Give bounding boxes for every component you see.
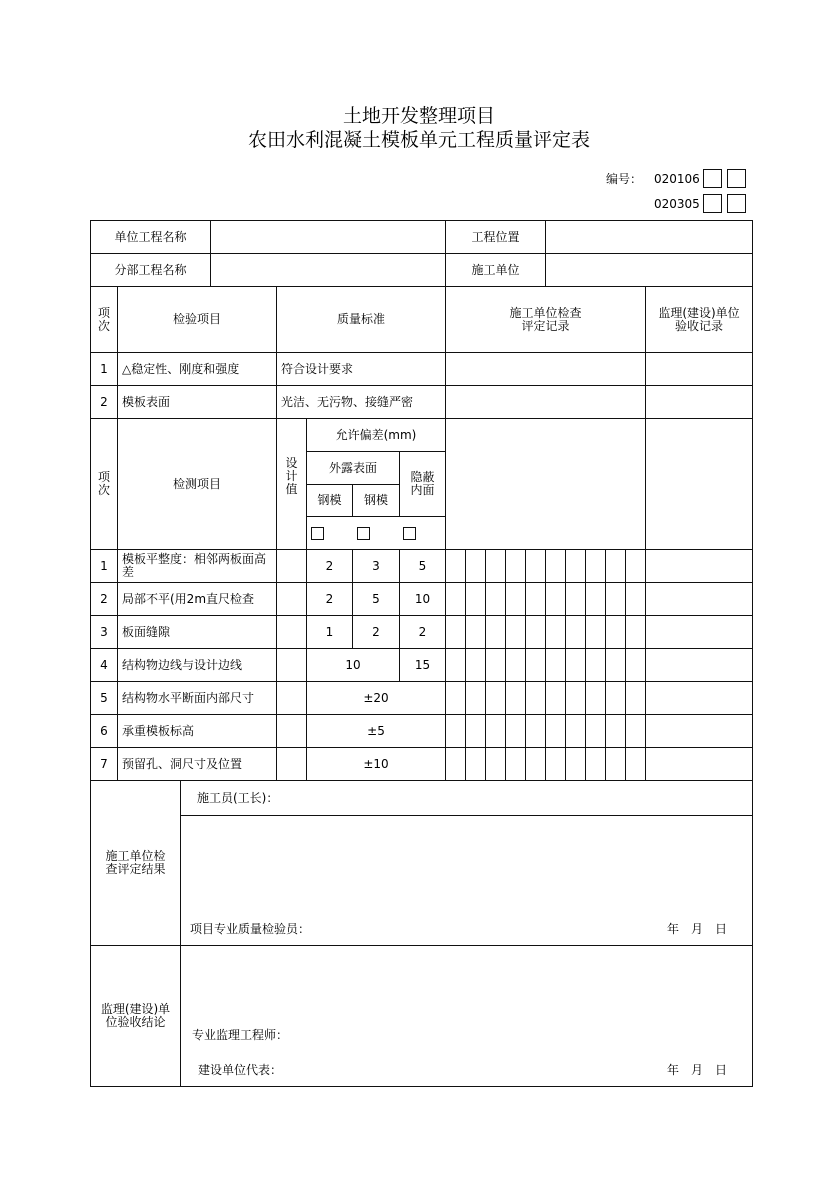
measured-value-cell[interactable] [585,549,606,583]
supervisor-conclusion-label: 监理(建设)单位验收结论 [90,945,181,1087]
code-box[interactable] [703,169,722,188]
measured-value-cell[interactable] [605,681,626,715]
measured-value-cell[interactable] [525,582,546,616]
measured-value-cell[interactable] [505,615,526,649]
unit-project-name-label: 单位工程名称 [90,220,211,254]
deviation-steel-2: 3 [352,549,400,583]
deviation-steel-1: 2 [306,582,353,616]
measure-row-no: 5 [90,681,118,715]
deviation-steel-2: 5 [352,582,400,616]
allowed-deviation-header: 允许偏差(mm) [306,418,446,452]
checkbox-steel-2[interactable] [357,527,370,540]
measured-value-cell[interactable] [625,747,646,781]
checkbox-steel-1[interactable] [311,527,324,540]
design-value-cell[interactable] [276,747,307,781]
measured-value-cell[interactable] [565,549,586,583]
measured-value-cell[interactable] [605,615,626,649]
code-box[interactable] [703,194,722,213]
measured-value-cell[interactable] [465,648,486,682]
engineer-label: 专业监理工程师： [192,1028,289,1042]
measured-value-cell[interactable] [605,648,626,682]
measured-value-cell[interactable] [625,648,646,682]
measured-value-cell[interactable] [545,582,566,616]
inspection-row-item: △稳定性、刚度和强度 [117,352,277,386]
measure-row-no: 4 [90,648,118,682]
title-line2: 农田水利混凝土模板单元工程质量评定表 [247,129,590,151]
record-header-blank [445,418,646,550]
measured-value-cell[interactable] [465,681,486,715]
title-line1: 土地开发整理项目 [342,105,495,127]
design-value-cell[interactable] [276,582,307,616]
supervisor-record-cell[interactable] [645,747,753,781]
measure-row-item: 结构物水平断面内部尺寸 [117,681,277,715]
measured-value-cell[interactable] [505,714,526,748]
measured-value-cell[interactable] [505,549,526,583]
contractor-result-label: 施工单位检查评定结果 [90,780,181,946]
inspection-row-no: 1 [90,352,118,386]
supervisor-record-cell[interactable] [645,714,753,748]
deviation-hidden: 10 [399,582,446,616]
measured-value-cell[interactable] [525,747,546,781]
measured-value-cell[interactable] [525,549,546,583]
inspection-row-record[interactable] [445,385,646,419]
measured-value-cell[interactable] [605,747,626,781]
inspection-row-supervisor[interactable] [645,352,753,386]
measure-row-no: 2 [90,582,118,616]
result-date: 年 月 日 [667,922,728,936]
measure-item-header: 检测项目 [117,418,277,550]
code-1: 020106 [654,172,700,186]
code-2: 020305 [654,197,700,211]
measured-value-cell[interactable] [465,615,486,649]
seq-header: 项次 [90,286,118,353]
inspector-label: 项目专业质量检验员： [190,922,311,936]
exposed-surface-header: 外露表面 [306,451,400,485]
supervisor-record-cell[interactable] [645,615,753,649]
measured-value-cell[interactable] [625,681,646,715]
hidden-surface-header: 隐蔽内面 [399,451,446,517]
measured-value-cell[interactable] [585,681,606,715]
sub-project-name-field[interactable] [210,253,446,287]
measure-row-item: 局部不平(用2m直尺检查 [117,582,277,616]
code-label: 编号： [606,172,643,186]
measured-value-cell[interactable] [505,648,526,682]
measured-value-cell[interactable] [445,648,466,682]
seq-header: 项次 [90,418,118,550]
supervisor-record-cell[interactable] [645,681,753,715]
conclusion-date: 年 月 日 [667,1063,728,1077]
measured-value-cell[interactable] [565,747,586,781]
supervisor-record-cell[interactable] [645,648,753,682]
measured-value-cell[interactable] [445,615,466,649]
measured-value-cell[interactable] [525,681,546,715]
measured-value-cell[interactable] [625,615,646,649]
measured-value-cell[interactable] [545,615,566,649]
measured-value-cell[interactable] [445,747,466,781]
unit-project-name-field[interactable] [210,220,446,254]
deviation-steel-1: 2 [306,549,353,583]
measured-value-cell[interactable] [445,549,466,583]
design-value-cell[interactable] [276,681,307,715]
measured-value-cell[interactable] [605,549,626,583]
measured-value-cell[interactable] [485,549,506,583]
inspection-row-supervisor[interactable] [645,385,753,419]
measured-value-cell[interactable] [605,582,626,616]
measured-value-cell[interactable] [505,747,526,781]
measured-value-cell[interactable] [545,681,566,715]
inspection-row-item: 模板表面 [117,385,277,419]
measure-row-item: 模板平整度：相邻两板面高差 [117,549,277,583]
measured-value-cell[interactable] [525,714,546,748]
measure-row-item: 承重模板标高 [117,714,277,748]
measure-row-item: 预留孔、洞尺寸及位置 [117,747,277,781]
deviation-all: ±5 [306,714,446,748]
measured-value-cell[interactable] [585,615,606,649]
design-value-cell[interactable] [276,648,307,682]
foreman-label: 施工员(工长)： [197,790,279,805]
measured-value-cell[interactable] [465,549,486,583]
inspection-row-record[interactable] [445,352,646,386]
code-box[interactable] [727,194,746,213]
measured-value-cell[interactable] [545,648,566,682]
supervisor-record-header: 监理(建设)单位验收记录 [645,286,753,353]
measured-value-cell[interactable] [505,582,526,616]
measured-value-cell[interactable] [545,714,566,748]
deviation-hidden: 15 [399,648,446,682]
measured-value-cell[interactable] [565,648,586,682]
measured-value-cell[interactable] [525,615,546,649]
location-label: 工程位置 [445,220,546,254]
construction-unit-label: 施工单位 [445,253,546,287]
foreman-field[interactable] [180,780,753,816]
measured-value-cell[interactable] [585,648,606,682]
measured-value-cell[interactable] [485,681,506,715]
supervisor-record-cell[interactable] [645,549,753,583]
measured-value-cell[interactable] [465,747,486,781]
measure-row-no: 3 [90,615,118,649]
measure-row-no: 6 [90,714,118,748]
measured-value-cell[interactable] [585,582,606,616]
deviation-all: ±20 [306,681,446,715]
measured-value-cell[interactable] [565,582,586,616]
measure-row-item: 结构物边线与设计边线 [117,648,277,682]
measured-value-cell[interactable] [485,714,506,748]
steel-form-header: 钢模 [352,484,400,517]
owner-rep-label: 建设单位代表： [198,1063,283,1077]
measured-value-cell[interactable] [625,549,646,583]
inspection-item-header: 检验项目 [117,286,277,353]
measured-value-cell[interactable] [485,582,506,616]
deviation-hidden: 2 [399,615,446,649]
measured-value-cell[interactable] [525,648,546,682]
inspection-row-no: 2 [90,385,118,419]
measured-value-cell[interactable] [545,549,566,583]
construction-unit-field[interactable] [545,253,753,287]
inspection-row-standard: 符合设计要求 [276,352,446,386]
supervisor-header-blank [645,418,753,550]
sub-project-name-label: 分部工程名称 [90,253,211,287]
contractor-record-header: 施工单位检查评定记录 [445,286,646,353]
measured-value-cell[interactable] [485,747,506,781]
measure-row-no: 1 [90,549,118,583]
design-value-cell[interactable] [276,714,307,748]
code-box[interactable] [727,169,746,188]
measured-value-cell[interactable] [445,681,466,715]
measured-value-cell[interactable] [485,648,506,682]
steel-form-header: 钢模 [306,484,353,517]
measured-value-cell[interactable] [505,681,526,715]
measured-value-cell[interactable] [605,714,626,748]
measured-value-cell[interactable] [485,615,506,649]
deviation-steel-1: 1 [306,615,353,649]
inspection-row-standard: 光洁、无污物、接缝严密 [276,385,446,419]
measured-value-cell[interactable] [465,582,486,616]
supervisor-record-cell[interactable] [645,582,753,616]
deviation-hidden: 5 [399,549,446,583]
checkbox-row [306,516,446,550]
design-value-cell[interactable] [276,549,307,583]
location-field[interactable] [545,220,753,254]
measured-value-cell[interactable] [445,582,466,616]
design-value-header: 设计值 [276,418,307,550]
quality-standard-header: 质量标准 [276,286,446,353]
measured-value-cell[interactable] [585,714,606,748]
design-value-cell[interactable] [276,615,307,649]
measured-value-cell[interactable] [465,714,486,748]
measured-value-cell[interactable] [625,582,646,616]
measured-value-cell[interactable] [445,714,466,748]
measured-value-cell[interactable] [565,681,586,715]
measure-row-no: 7 [90,747,118,781]
measure-row-item: 板面缝隙 [117,615,277,649]
measured-value-cell[interactable] [625,714,646,748]
checkbox-hidden[interactable] [403,527,416,540]
deviation-exposed: 10 [306,648,400,682]
measured-value-cell[interactable] [545,747,566,781]
deviation-all: ±10 [306,747,446,781]
measured-value-cell[interactable] [585,747,606,781]
measured-value-cell[interactable] [565,615,586,649]
deviation-steel-2: 2 [352,615,400,649]
measured-value-cell[interactable] [565,714,586,748]
